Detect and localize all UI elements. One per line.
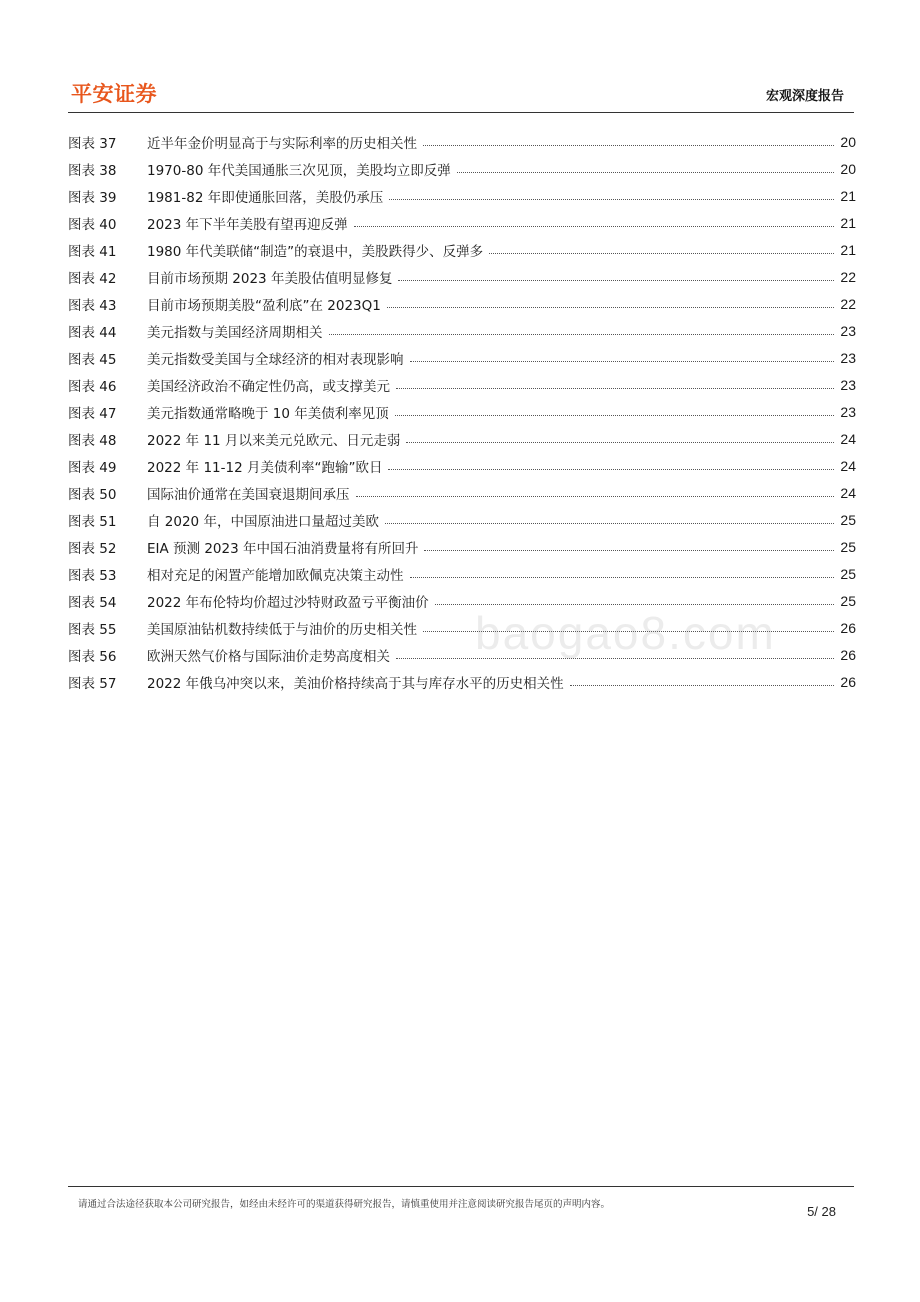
toc-entry-page[interactable]: 21	[840, 214, 856, 231]
toc-entry-label: 图表 46	[68, 378, 117, 395]
toc-entry[interactable]	[68, 533, 856, 560]
toc-dot-leader	[410, 360, 835, 362]
toc-entry-title[interactable]: 目前市场预期 2023 年美股估值明显修复	[147, 270, 393, 287]
toc-dot-leader	[356, 495, 835, 497]
footer-disclaimer: 请通过合法途径获取本公司研究报告，如经由未经许可的渠道获得研究报告，请慎重使用并注意阅读研究报告尾页的声明内容。	[78, 1199, 611, 1210]
toc-entry-page[interactable]: 22	[840, 268, 856, 285]
toc-entry[interactable]	[68, 344, 856, 371]
toc-dot-leader	[410, 576, 835, 578]
toc-entry-page[interactable]: 26	[840, 619, 856, 636]
toc-entry-label: 图表 44	[68, 324, 117, 341]
toc-entry-label: 图表 55	[68, 621, 117, 638]
toc-entry-title[interactable]: 美元指数与美国经济周期相关	[147, 324, 323, 341]
toc-entry-title[interactable]: 美国经济政治不确定性仍高，或支撑美元	[147, 378, 390, 395]
toc-entry-label: 图表 52	[68, 540, 117, 557]
toc-entry-label: 图表 57	[68, 675, 117, 692]
toc-entry-label: 图表 43	[68, 297, 117, 314]
watermark: baogao8.com	[475, 607, 776, 659]
page-footer	[68, 1186, 854, 1219]
toc-entry-page[interactable]: 26	[840, 646, 856, 663]
toc-entry-label: 图表 54	[68, 594, 117, 611]
toc-entry-page[interactable]: 26	[840, 673, 856, 690]
toc-entry[interactable]	[68, 263, 856, 290]
toc-dot-leader	[406, 441, 834, 443]
toc-entry[interactable]	[68, 236, 856, 263]
toc-entry-page[interactable]: 21	[840, 241, 856, 258]
toc-entry-title[interactable]: 2022 年 11-12 月美债利率“跑输”欧日	[147, 459, 383, 476]
toc-entry-label: 图表 41	[68, 243, 117, 260]
toc-entry-label: 图表 50	[68, 486, 117, 503]
toc-dot-leader	[329, 333, 835, 335]
toc-entry-title[interactable]: EIA 预测 2023 年中国石油消费量将有所回升	[147, 540, 419, 557]
toc-entry[interactable]	[68, 290, 856, 317]
toc-dot-leader	[385, 522, 834, 524]
toc-entry-title[interactable]: 目前市场预期美股“盈利底”在 2023Q1	[147, 297, 381, 314]
toc-entry-title[interactable]: 2022 年俄乌冲突以来，美油价格持续高于其与库存水平的历史相关性	[147, 675, 564, 692]
toc-entry[interactable]	[68, 182, 856, 209]
toc-entry[interactable]	[68, 506, 856, 533]
toc-entry[interactable]	[68, 317, 856, 344]
toc-entry[interactable]	[68, 452, 856, 479]
toc-dot-leader	[387, 306, 834, 308]
toc-entry-title[interactable]: 自 2020 年，中国原油进口量超过美欧	[147, 513, 379, 530]
toc-entry[interactable]	[68, 479, 856, 506]
company-logo: 平安证券	[71, 82, 157, 106]
toc-entry-title[interactable]: 1980 年代美联储“制造”的衰退中，美股跌得少、反弹多	[147, 243, 484, 260]
toc-entry-title[interactable]: 1970-80 年代美国通胀三次见顶，美股均立即反弹	[147, 162, 451, 179]
toc-entry-page[interactable]: 24	[840, 484, 856, 501]
toc-entry-title[interactable]: 美国原油钻机数持续低于与油价的历史相关性	[147, 621, 417, 638]
toc-dot-leader	[396, 387, 834, 389]
toc-dot-leader	[423, 144, 834, 146]
toc-entry-page[interactable]: 22	[840, 295, 856, 312]
toc-entry-page[interactable]: 20	[840, 133, 856, 150]
toc-dot-leader	[457, 171, 834, 173]
toc-entry-page[interactable]: 25	[840, 538, 856, 555]
toc-entry-page[interactable]: 23	[840, 349, 856, 366]
page-header	[68, 76, 854, 113]
toc-entry[interactable]	[68, 668, 856, 695]
toc-entry-label: 图表 37	[68, 135, 117, 152]
toc-entry[interactable]	[68, 425, 856, 452]
toc-entry-label: 图表 45	[68, 351, 117, 368]
toc-entry-label: 图表 49	[68, 459, 117, 476]
toc-entry-label: 图表 39	[68, 189, 117, 206]
toc-dot-leader	[570, 684, 834, 686]
toc-entry-title[interactable]: 欧洲天然气价格与国际油价走势高度相关	[147, 648, 390, 665]
toc-entry-page[interactable]: 25	[840, 592, 856, 609]
toc-dot-leader	[395, 414, 834, 416]
toc-entry-title[interactable]: 近半年金价明显高于与实际利率的历史相关性	[147, 135, 417, 152]
toc-entry-label: 图表 53	[68, 567, 117, 584]
toc-entry-page[interactable]: 20	[840, 160, 856, 177]
toc-dot-leader	[424, 549, 834, 551]
toc-entry-page[interactable]: 23	[840, 376, 856, 393]
toc-entry-title[interactable]: 相对充足的闲置产能增加欧佩克决策主动性	[147, 567, 404, 584]
toc-entry[interactable]	[68, 209, 856, 236]
toc-entry-page[interactable]: 23	[840, 322, 856, 339]
toc-entry[interactable]	[68, 560, 856, 587]
toc-entry[interactable]	[68, 398, 856, 425]
toc-dot-leader	[354, 225, 834, 227]
toc-entry-label: 图表 40	[68, 216, 117, 233]
toc-dot-leader	[435, 603, 834, 605]
toc-entry-page[interactable]: 25	[840, 565, 856, 582]
toc-entry-page[interactable]: 23	[840, 403, 856, 420]
toc-dot-leader	[489, 252, 834, 254]
toc-entry-label: 图表 48	[68, 432, 117, 449]
toc-dot-leader	[398, 279, 834, 281]
toc-entry-page[interactable]: 24	[840, 430, 856, 447]
toc-entry-title[interactable]: 2022 年布伦特均价超过沙特财政盈亏平衡油价	[147, 594, 429, 611]
toc-entry-label: 图表 47	[68, 405, 117, 422]
page-number: 5/ 28	[807, 1204, 836, 1219]
toc-entry-label: 图表 56	[68, 648, 117, 665]
toc-entry-title[interactable]: 1981-82 年即使通胀回落，美股仍承压	[147, 189, 384, 206]
toc-entry-title[interactable]: 美元指数受美国与全球经济的相对表现影响	[147, 351, 404, 368]
report-type-label: 宏观深度报告	[765, 89, 844, 104]
toc-entry-title[interactable]: 国际油价通常在美国衰退期间承压	[147, 486, 350, 503]
toc-entry-title[interactable]: 美元指数通常略晚于 10 年美债利率见顶	[147, 405, 389, 422]
toc-entry-page[interactable]: 24	[840, 457, 856, 474]
toc-entry-label: 图表 51	[68, 513, 117, 530]
toc-entry-title[interactable]: 2022 年 11 月以来美元兑欧元、日元走弱	[147, 432, 401, 449]
toc-entry[interactable]	[68, 371, 856, 398]
toc-dot-leader	[388, 468, 834, 470]
toc-entry-label: 图表 38	[68, 162, 117, 179]
toc-dot-leader	[389, 198, 834, 200]
toc-entry-label: 图表 42	[68, 270, 117, 287]
toc-entry-page[interactable]: 25	[840, 511, 856, 528]
toc-entry[interactable]	[68, 155, 856, 182]
toc-entry-page[interactable]: 21	[840, 187, 856, 204]
toc-entry[interactable]	[68, 128, 856, 155]
toc-entry-title[interactable]: 2023 年下半年美股有望再迎反弹	[147, 216, 348, 233]
